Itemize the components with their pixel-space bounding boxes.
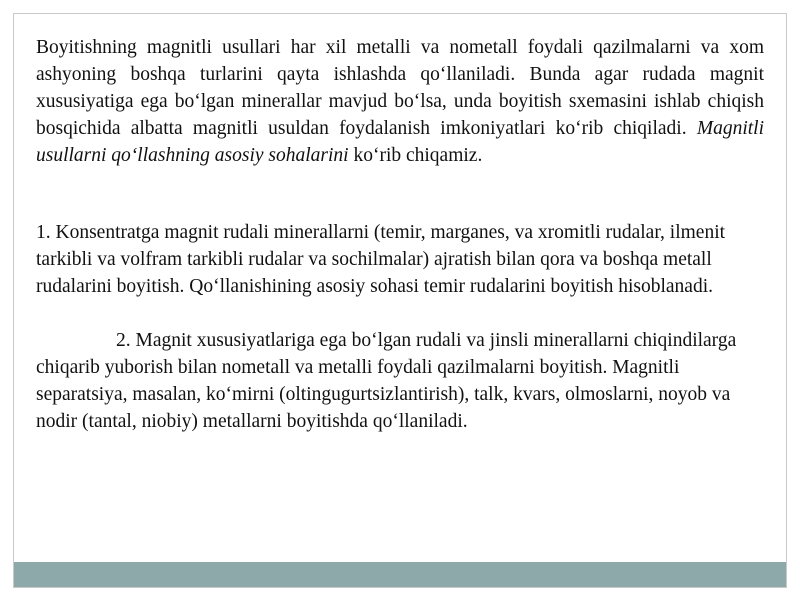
list-item-1: 1. Konsentratga magnit rudali minerallarni (temir, marganes, va xromitli rudalar, ilmenit tarkibli va volfram tarkibli rudalar va sochilmalar) ajratish bilan qora va boshqa metall rudalarini boyitish. Qo‘llanishining asosiy sohasi temir rudalarini boyitish hisoblanadi.	[36, 222, 726, 297]
intro-tail-text: ko‘rib chiqamiz.	[348, 145, 483, 166]
footer-bar	[14, 562, 786, 587]
intro-text: Boyitishning magnitli usullari har xil metalli va nometall foydali qazilmalarni va xom ashyoning boshqa turlarini qayta ishlashda qo‘llaniladi. Bunda agar rudada magnit xususiyatiga ega bo‘lgan minerallar mavjud bo‘lsa, unda boyitish sxemasini ishlab chiqish bosqichida albatta magnitli usuldan foydalanish imkoniyatlari ko‘rib chiqiladi.	[36, 37, 764, 139]
list-item-2: 2. Magnit xususiyatlariga ega bo‘lgan rudali va jinsli minerallarni chiqindilarga chiqarib yuborish bilan nometall va metalli foydali qazilmalarni boyitish. Magnitli separatsiya, masalan, ko‘mirni (oltingugurtsizlantirish), talk, kvars, olmoslarni, noyob va nodir (tantal, niobiy) metallarni boyitishda qo‘llaniladi.	[36, 330, 737, 432]
intro-italic-text: Magnitli usullarni qo‘llashning asosiy sohalarini	[36, 118, 764, 166]
slide	[13, 13, 787, 588]
intro-paragraph	[36, 34, 764, 169]
